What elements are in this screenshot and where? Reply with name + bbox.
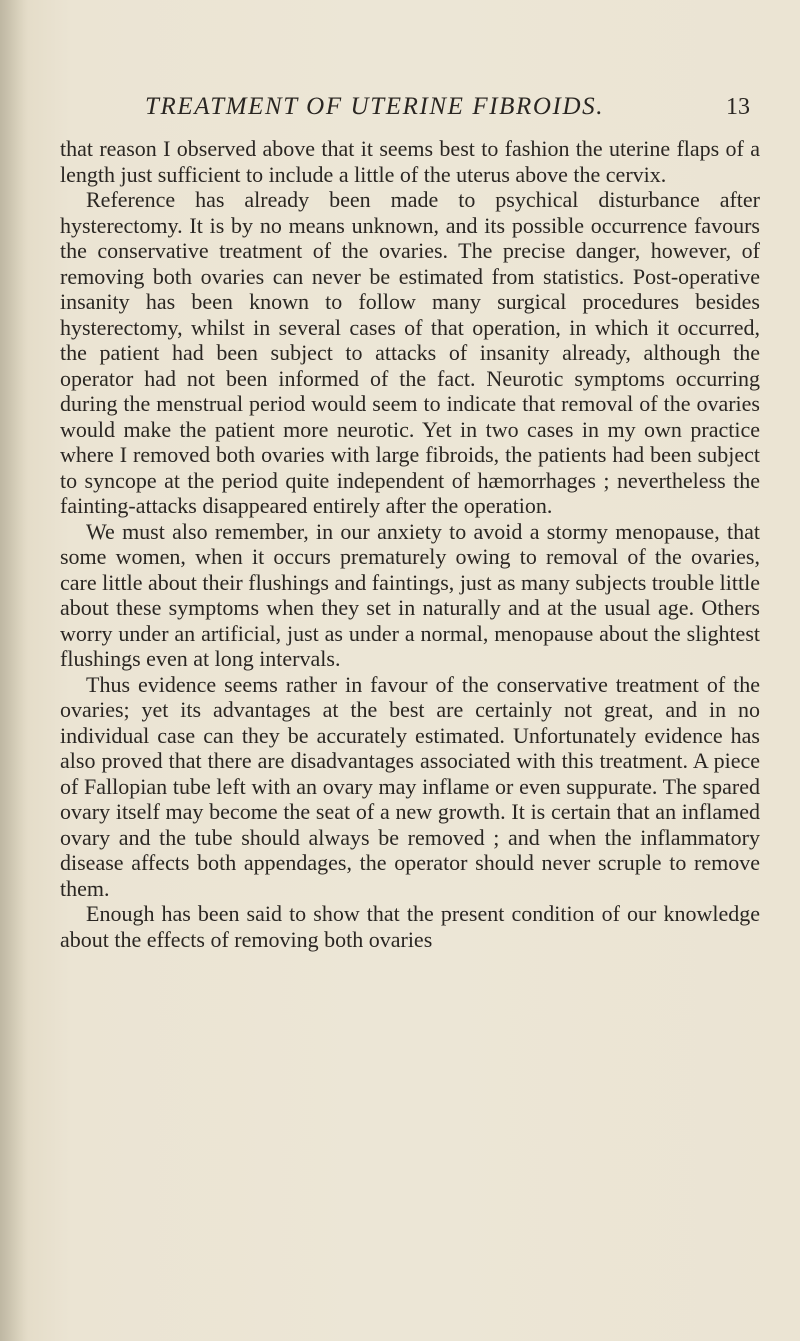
paragraph: Thus evidence seems rather in favour of the conservative treatment of the ovaries; yet its advantages at the best are certainly not great, and in no individual case can they be accurately estimated. Unfortunately evidence has also proved that there are disadvantages associated with this treatment. A piece of Fallopian tube left with an ovary may inflame or even suppurate. The spared ovary itself may become the seat of a new growth. It is certain that an inflamed ovary and the tube should always be removed ; and when the inflammatory disease affects both appendages, the operator should never scruple to remove them. <box>60 671 760 901</box>
paragraph: Enough has been said to show that the present condition of our knowledge about the effects of removing both ovaries <box>60 901 760 952</box>
paragraph: Reference has already been made to psychical disturbance after hysterectomy. It is by no means unknown, and its possible occurrence favours the conservative treatment of the ovaries. The precise danger, however, of removing both ovaries can never be estimated from statistics. Post-operative insanity has been known to follow many surgical procedures besides hysterectomy, whilst in several cases of that operation, in which it occurred, the patient had been subject to attacks of insanity already, although the operator had not been informed of the fact. Neurotic symptoms occurring during the menstrual period would seem to indicate that removal of the ovaries would make the patient more neurotic. Yet in two cases in my own practice where I removed both ovaries with large fibroids, the patients had been subject to syncope at the period quite independent of hæmorrhages ; nevertheless the fainting-attacks disappeared entirely after the operation. <box>60 187 760 518</box>
body-text <box>60 136 760 952</box>
page-header <box>60 90 760 124</box>
page-gutter-shadow <box>0 0 28 1341</box>
page-number: 13 <box>726 94 750 120</box>
paragraph: We must also remember, in our anxiety to avoid a stormy menopause, that some women, when it occurs prematurely owing to removal of the ovaries, care little about their flushings and faintings, just as many subjects trouble little about these symptoms when they set in naturally and at the usual age. Others worry under an artificial, just as under a normal, menopause about the slightest flushings even at long intervals. <box>60 518 760 671</box>
paragraph: that reason I observed above that it seems best to fashion the uterine flaps of a length just sufficient to include a little of the uterus above the cervix. <box>60 136 760 187</box>
running-title: TREATMENT OF UTERINE FIBROIDS. <box>145 93 605 120</box>
